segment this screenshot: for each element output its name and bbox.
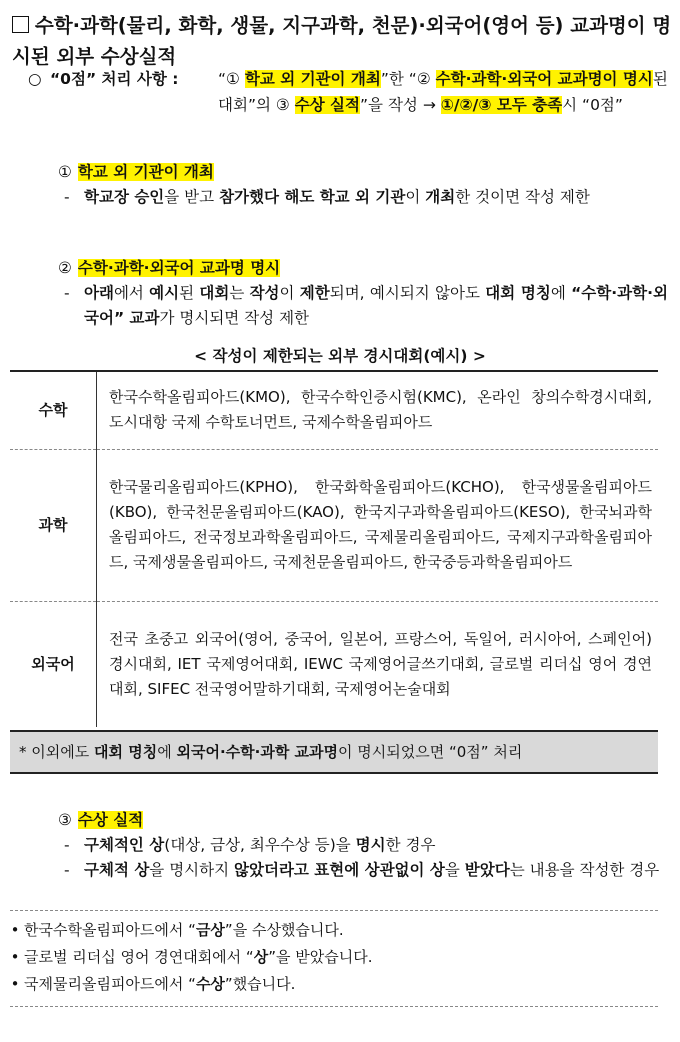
note-box: * 이외에도 대회 명칭에 외국어·수학·과학 교과명이 명시되었으면 “0점” 처리 — [10, 730, 658, 774]
list-item: • 국제물리올림피아드에서 “수상”했습니다. — [10, 971, 658, 998]
section-number: ② — [58, 259, 72, 277]
category-cell: 외국어 — [10, 601, 97, 727]
bullet-dot-icon: • — [10, 948, 20, 966]
section-description: - 구체적인 상(대상, 금상, 최우수상 등)을 명시한 경우 — [64, 836, 436, 854]
section-description: - 학교장 승인을 받고 참가했다 해도 학교 외 기관이 개최한 것이면 작성 제한 — [64, 188, 590, 206]
section-description: - 아래에서 예시된 대회는 작성이 제한되며, 예시되지 않아도 대회 명칭에 “수학·과학·외국어” 교과가 명시되면 작성 제한 — [64, 284, 668, 327]
checkbox-square-icon — [12, 16, 29, 33]
table-row — [10, 601, 658, 727]
award-examples — [10, 910, 658, 1007]
circle-bullet-icon: ○ — [28, 70, 42, 88]
section-number: ① — [58, 163, 72, 181]
page-title: 수학·과학(물리, 화학, 생물, 지구과학, 천문)·외국어(영어 등) 교과명이 명시된 외부 수상실적 — [12, 14, 672, 68]
list-item: • 글로벌 리더십 영어 경연대회에서 “상”을 받았습니다. — [10, 944, 658, 971]
zero-score-text: “① 학교 외 기관이 개최”한 “② 수학·과학·외국어 교과명이 명시된 대회”의 ③ 수상 실적”을 작성 → ①/②/③ 모두 충족시 “0점” — [218, 70, 668, 114]
bullet-dot-icon: • — [10, 975, 20, 993]
category-cell: 수학 — [10, 371, 97, 449]
contest-list-cell: 전국 초중고 외국어(영어, 중국어, 일본어, 프랑스어, 독일어, 러시아어, 스페인어) 경시대회, IET 국제영어대회, IEWC 국제영어글쓰기대회, 글로벌 리더십 영어 경연대회, SIFEC 전국영어말하기대회, 국제영어논술대회 — [97, 601, 659, 727]
table-caption: < 작성이 제한되는 외부 경시대회(예시) > — [194, 347, 486, 365]
bullet-dot-icon: • — [10, 921, 20, 939]
section-award — [58, 808, 668, 883]
zero-score-label: “0점” 처리 사항 : — [50, 70, 179, 88]
section-subject-name — [58, 256, 668, 331]
section-heading: 학교 외 기관이 개최 — [77, 163, 214, 181]
table-row — [10, 449, 658, 601]
list-item: • 한국수학올림피아드에서 “금상”을 수상했습니다. — [10, 917, 658, 944]
contest-table — [10, 370, 658, 727]
table-row — [10, 371, 658, 449]
section-organizer — [58, 160, 668, 210]
section-heading: 수상 실적 — [77, 811, 144, 829]
section-number: ③ — [58, 811, 72, 829]
contest-list-cell: 한국물리올림피아드(KPHO), 한국화학올림피아드(KCHO), 한국생물올림피아드(KBO), 한국천문올림피아드(KAO), 한국지구과학올림피아드(KESO), 한국뇌과학올림피아드, 전국정보과학올림피아드, 국제물리올림피아드, 국제지구과학올림피아드, 국제생물올림피아드, 국제천문올림피아드, 한국중등과학올림피아드 — [97, 449, 659, 601]
contest-list-cell: 한국수학올림피아드(KMO), 한국수학인증시험(KMC), 온라인 창의수학경시대회, 도시대항 국제 수학토너먼트, 국제수학올림피아드 — [97, 371, 659, 449]
category-cell: 과학 — [10, 449, 97, 601]
section-heading: 수학·과학·외국어 교과명 명시 — [77, 259, 281, 277]
section-description: - 구체적 상을 명시하지 않았더라고 표현에 상관없이 상을 받았다는 내용을 작성한 경우 — [64, 861, 660, 879]
